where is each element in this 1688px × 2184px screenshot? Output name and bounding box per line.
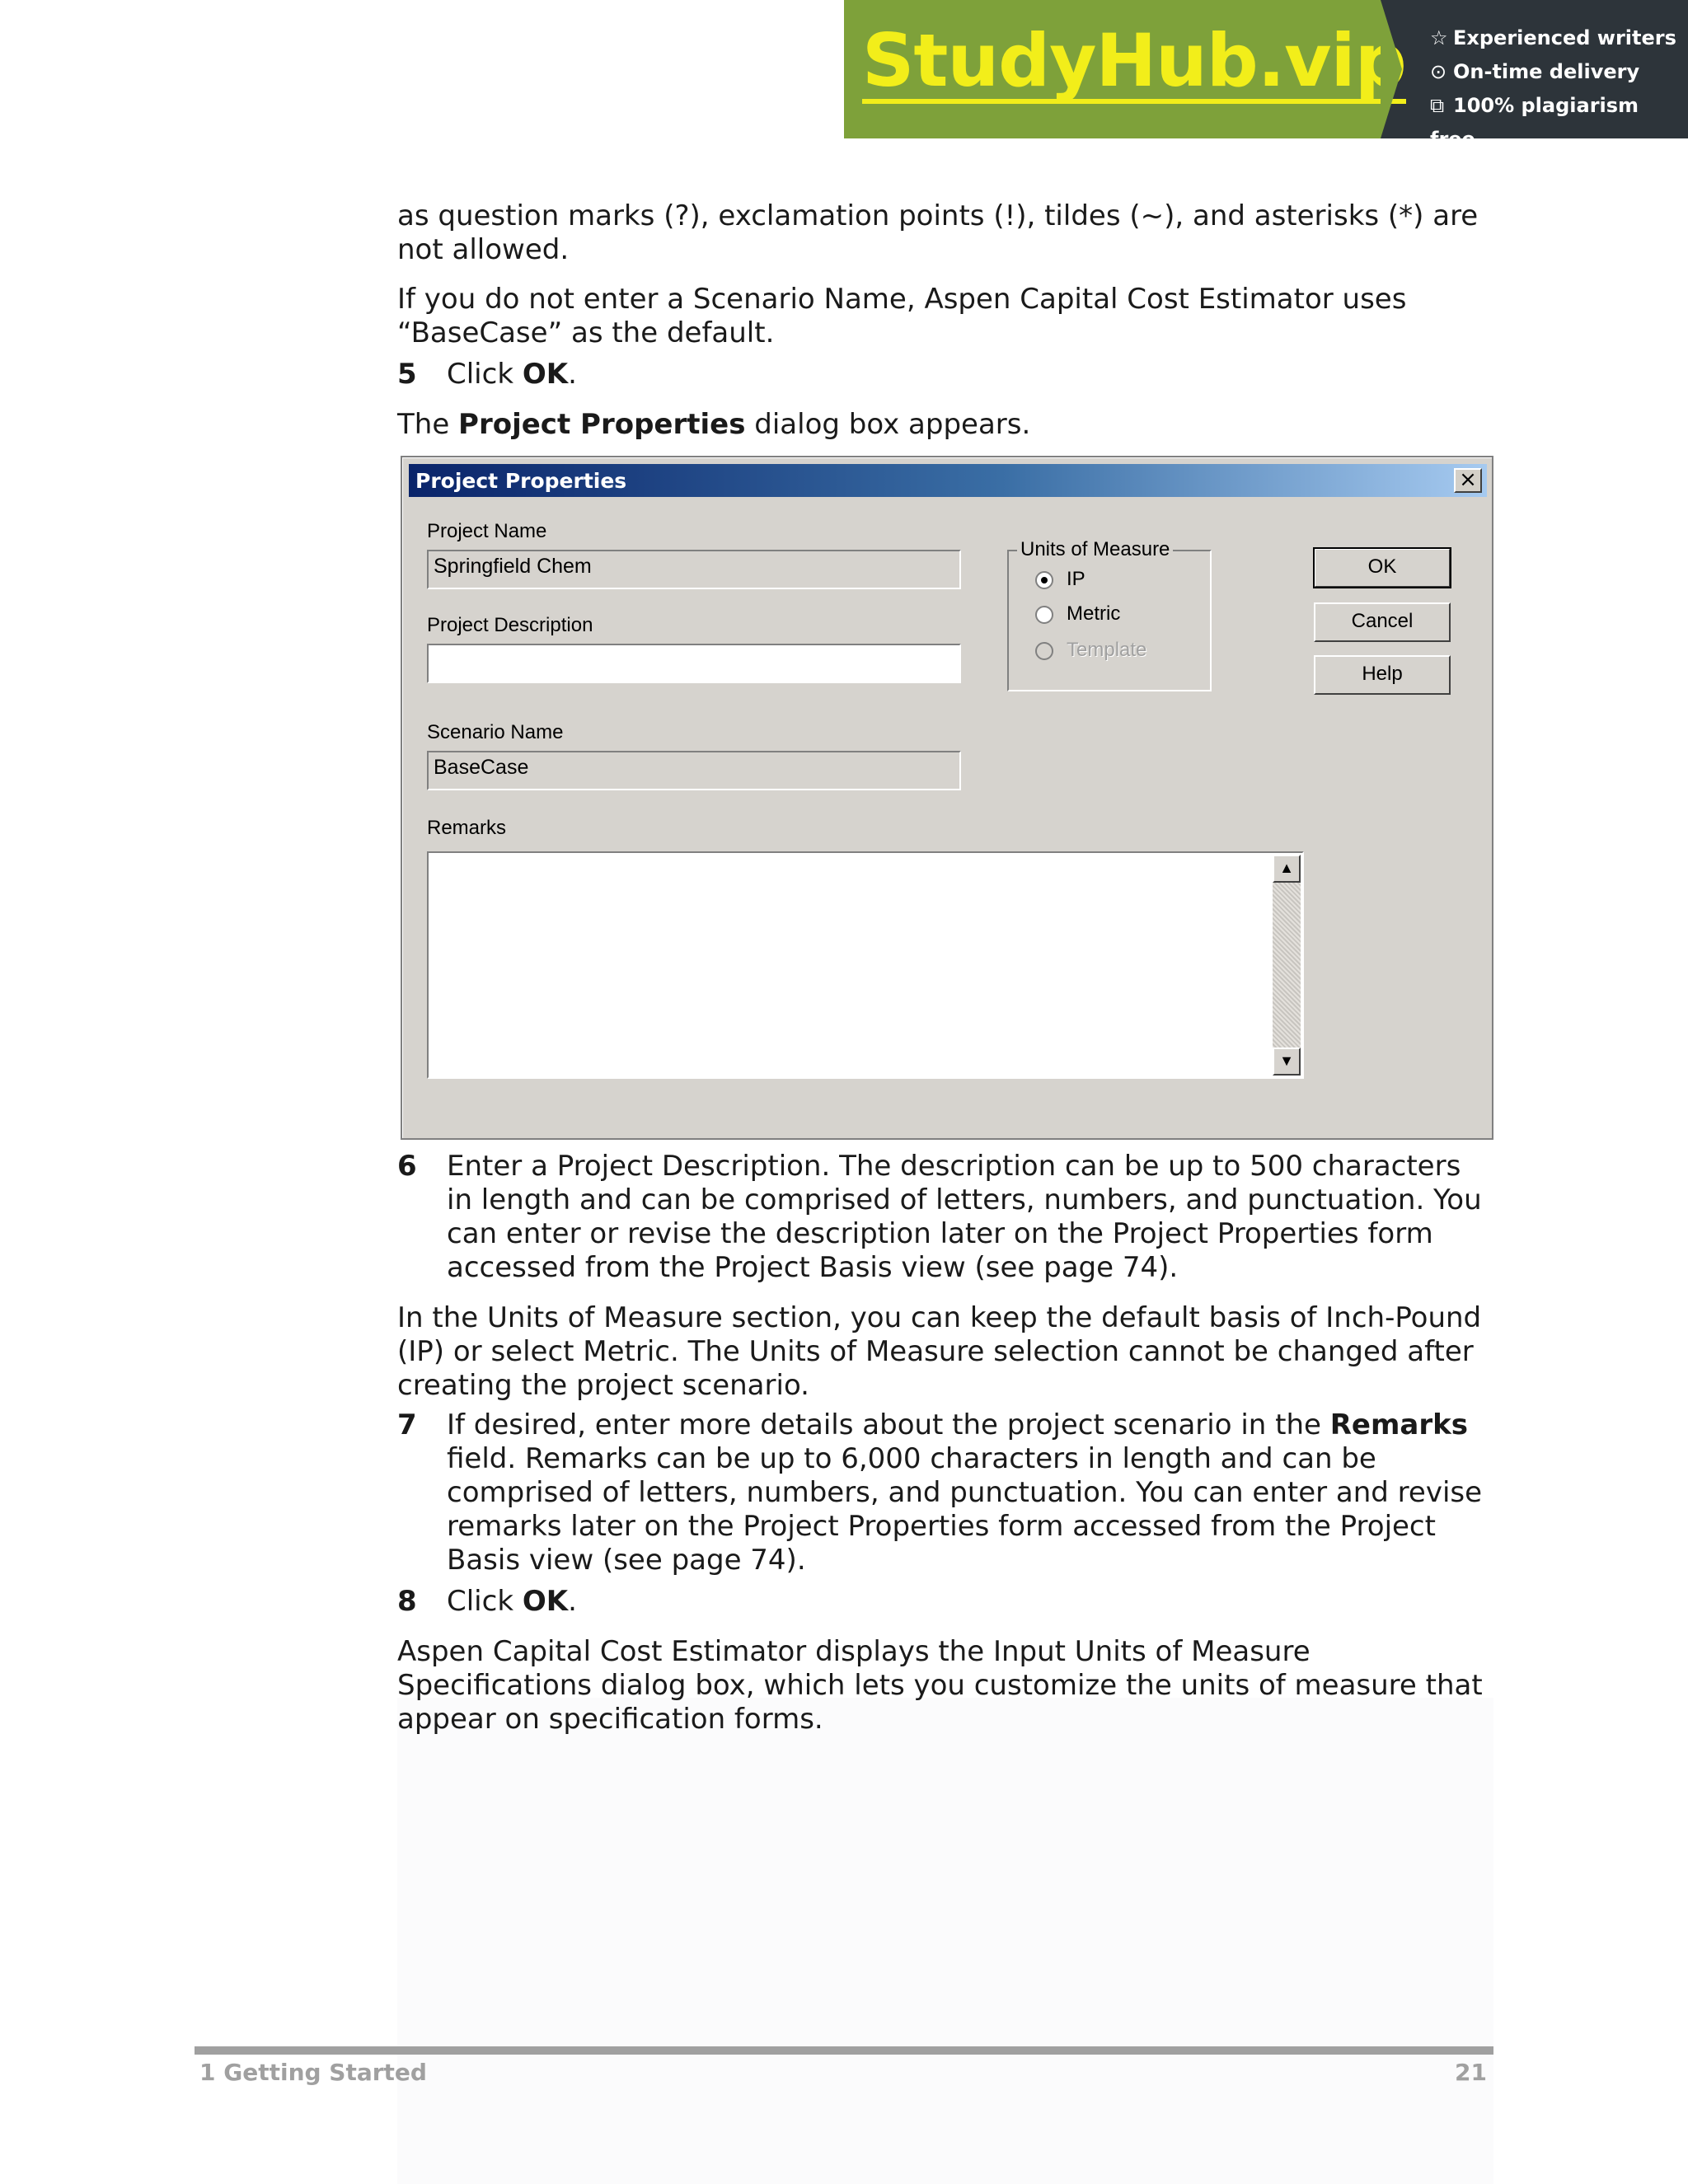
- remarks-scrollbar[interactable]: [1273, 855, 1301, 1076]
- step-text-end: .: [568, 358, 577, 391]
- step-body: [447, 1408, 1493, 1577]
- paragraph-scenario-default: If you do not enter a Scenario Name, Aspen Capital Cost Estimator uses “BaseCase” as the default.: [397, 283, 1407, 349]
- cancel-button[interactable]: Cancel: [1314, 602, 1451, 642]
- project-properties-dialog: [401, 456, 1493, 1140]
- step-8: [397, 1585, 1493, 1619]
- radio-ip-label: IP: [1067, 568, 1085, 590]
- clock-icon: ⊙: [1430, 60, 1447, 83]
- project-name-input[interactable]: Springfield Chem: [427, 550, 961, 589]
- step-text: If desired, enter more details about the project scenario in the: [447, 1408, 1330, 1441]
- text-bold: Project Properties: [458, 408, 746, 441]
- close-icon[interactable]: ×: [1454, 468, 1482, 493]
- banner-feature: [1430, 89, 1688, 157]
- step-bold: OK: [522, 1585, 569, 1618]
- radio-disabled-icon: [1035, 642, 1053, 660]
- radio-metric[interactable]: [1037, 602, 1120, 626]
- step-bold: Remarks: [1329, 1408, 1468, 1441]
- radio-ip[interactable]: [1037, 568, 1085, 591]
- radio-selected-icon[interactable]: [1035, 571, 1053, 589]
- step-number: 7: [397, 1408, 417, 1441]
- units-of-measure-group: [1007, 538, 1212, 691]
- text-run: The: [397, 408, 459, 441]
- footer-divider: [195, 2046, 1493, 2055]
- radio-icon[interactable]: [1035, 606, 1053, 624]
- radio-template-label: Template: [1067, 639, 1147, 661]
- step-text-end: field. Remarks can be up to 6,000 characters in length and can be comprised of letters, numbers, and punctuation. You can enter and revise remarks later on the Project Properties form accessed from the Project Basis view (see page 74).: [447, 1442, 1483, 1577]
- step-7: [397, 1408, 1493, 1577]
- banner-arrow: [1381, 0, 1402, 138]
- step-number: 6: [397, 1150, 417, 1183]
- step-text-end: .: [568, 1585, 577, 1618]
- studyhub-logo: StudyHub.vip: [862, 18, 1406, 103]
- step-body: Enter a Project Description. The description can be up to 500 characters in length and can be comprised of letters, numbers, and punctuation. You can enter or revise the description later on the Project Properties form accessed from the Project Basis view (see page 74).: [447, 1150, 1482, 1284]
- project-name-label: Project Name: [427, 520, 547, 542]
- scenario-name-label: Scenario Name: [427, 721, 564, 743]
- studyhub-banner[interactable]: [844, 0, 1688, 151]
- step-5: [397, 358, 1493, 391]
- banner-logo-area: [844, 0, 1406, 138]
- scroll-down-icon[interactable]: ▼: [1273, 1047, 1301, 1076]
- remarks-label: Remarks: [427, 817, 507, 839]
- footer-page-number: 21: [1455, 2059, 1487, 2086]
- ok-button[interactable]: OK: [1314, 548, 1451, 588]
- remarks-textarea[interactable]: [427, 851, 1304, 1079]
- footer-chapter: 1 Getting Started: [199, 2059, 427, 2086]
- step-number: 5: [397, 358, 417, 391]
- banner-feature-text: On-time delivery: [1453, 60, 1640, 83]
- banner-features: [1381, 0, 1688, 151]
- banner-feature-text: 100% plagiarism free: [1430, 94, 1639, 151]
- paragraph-units-of-measure: In the Units of Measure section, you can keep the default basis of Inch-Pound (IP) or select Metric. The Units of Measure selection cannot be changed after creating the project scenario.: [397, 1301, 1482, 1402]
- step-body: [447, 1585, 1493, 1619]
- project-description-label: Project Description: [427, 614, 593, 636]
- scroll-up-icon[interactable]: ▲: [1273, 855, 1301, 883]
- step-6: [397, 1150, 1493, 1285]
- units-of-measure-title: Units of Measure: [1017, 538, 1173, 561]
- paragraph-input-units: Aspen Capital Cost Estimator displays the Input Units of Measure Specifications dialog box, which lets you customize the units of measure that appear on specification forms.: [397, 1635, 1483, 1736]
- star-icon: ☆: [1430, 26, 1448, 49]
- dialog-titlebar[interactable]: [409, 464, 1487, 497]
- page-shade: [397, 1698, 1493, 2184]
- radio-metric-label: Metric: [1067, 602, 1121, 625]
- paragraph-dialog-appears: [397, 408, 1493, 442]
- text-run-end: dialog box appears.: [745, 408, 1031, 441]
- step-body: [447, 358, 1493, 391]
- step-bold: OK: [522, 358, 569, 391]
- dialog-title: Project Properties: [415, 469, 627, 493]
- paragraph-special-chars: as question marks (?), exclamation points (!), tildes (~), and asterisks (*) are not allowed.: [397, 199, 1479, 266]
- copy-icon: ⧉: [1430, 94, 1445, 117]
- banner-feature: [1430, 55, 1688, 89]
- project-description-input[interactable]: [427, 644, 961, 683]
- banner-feature: [1430, 21, 1688, 55]
- step-text: Click: [447, 1585, 523, 1618]
- radio-template: [1037, 639, 1146, 662]
- help-button[interactable]: Help: [1314, 655, 1451, 695]
- banner-feature-text: Experienced writers: [1453, 26, 1676, 49]
- step-text: Click: [447, 358, 523, 391]
- step-number: 8: [397, 1585, 417, 1618]
- scenario-name-input[interactable]: BaseCase: [427, 751, 961, 790]
